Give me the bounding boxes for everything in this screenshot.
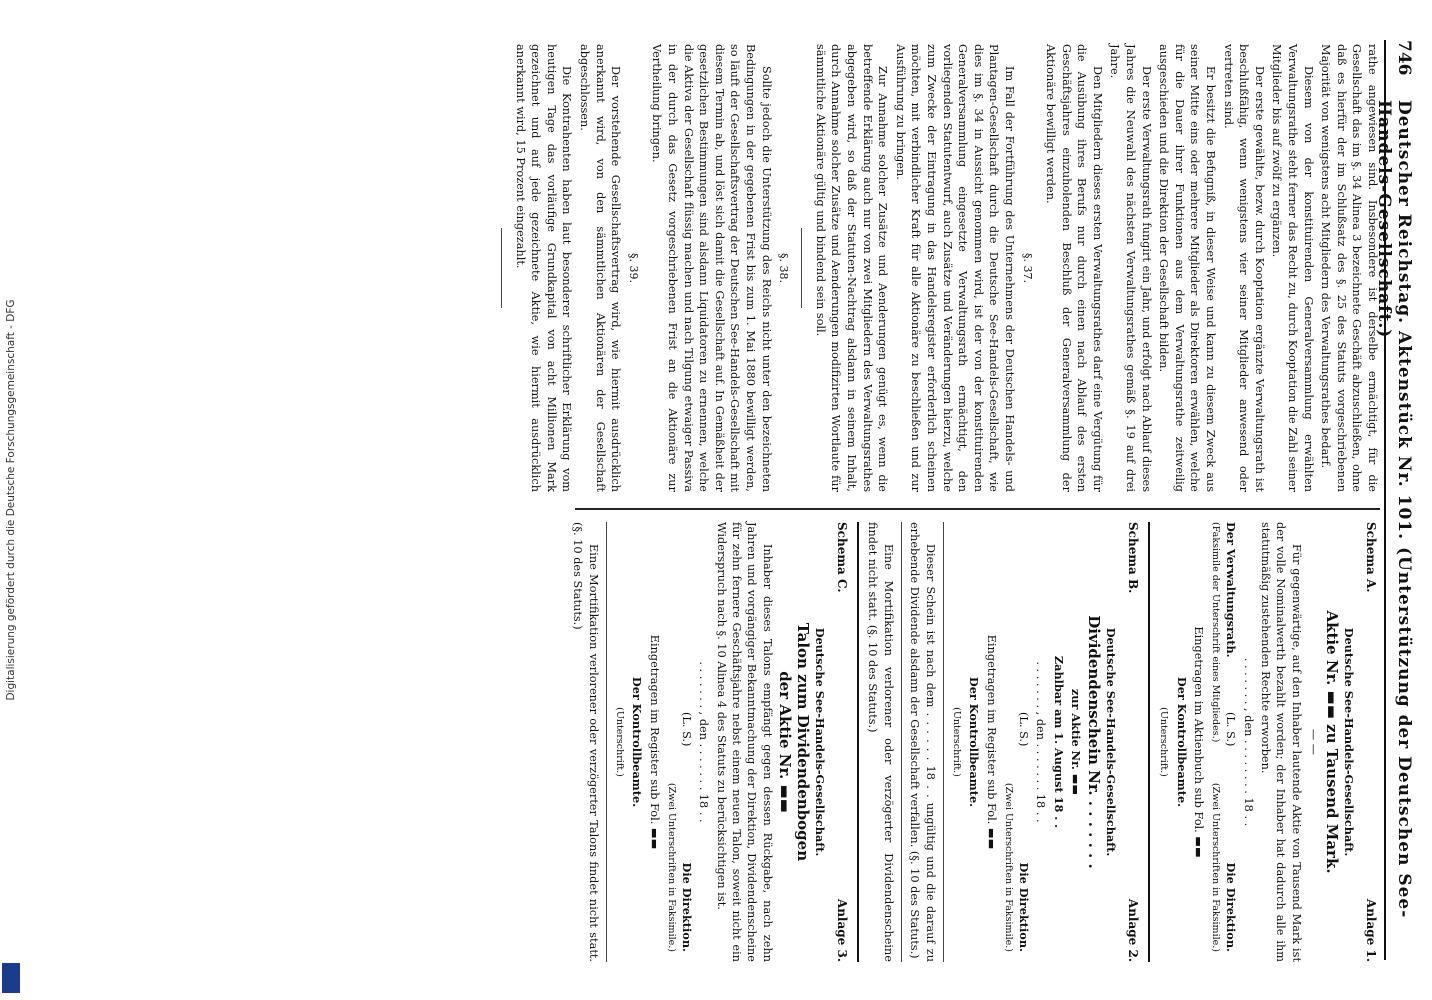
page-title: Deutscher Reichstag. Aktenstück Nr. 101. (Unterstützung der Deutschen See-Handels-Gesellschaft.) [1374, 100, 1414, 919]
anlage-label: Anlage 3. [835, 898, 850, 962]
register-line: Eingetragen im Register sub Fol. ▬▬ [984, 634, 998, 850]
signature-line [1223, 522, 1238, 962]
controller: Der Kontrollbeamte. [967, 676, 982, 808]
form-paragraph: Eine Mortifikation verlorener oder verzögerter Dividendenscheine findet nicht statt. (§. 10 des Statuts.) [866, 522, 895, 962]
rotated-page-content [513, 0, 1432, 1000]
form-text [1258, 522, 1304, 962]
divider [801, 228, 802, 308]
controller: Der Kontrollbeamte. [1174, 676, 1189, 808]
paragraph: Er besitzt die Befugniß, in dieser Weise und kann zu diesem Zweck aus seiner Mitte eins oder mehrere Mitglieder als Direktoren erwählen, welche für die Dauer ihrer Funktionen aus dem Verwaltungsrathe zeitweilig ausgeschieden und die Direktion der Gesellschaft bilden. [1157, 44, 1218, 492]
schema-label: Schema B. [1125, 522, 1140, 594]
divider [501, 228, 502, 308]
divider [857, 522, 859, 962]
paragraph: Der vorstehende Gesellschaftsvertrag wird, wie hiermit ausdrücklich anerkannt wird, von den sämmtlichen Aktionären der Gesellschaft abgeschlossen. [578, 44, 623, 492]
signature-notes [664, 522, 679, 962]
page-number: 746 [1394, 40, 1414, 76]
seal: (L. S.) [679, 712, 693, 747]
divider [1148, 522, 1150, 962]
form-title: Deutsche See-Handels-Gesellschaft. [813, 627, 828, 857]
paragraph: Der erste gewählte, bezw. durch Kooptation ergänzte Verwaltungsrath ist beschlußfähig, wenn wenigstens vier seiner Mitglieder anwesend oder vertreten sind. [1221, 44, 1266, 492]
date-line: . . . . . . . , den . . . . . . . . 18 . . [1241, 657, 1255, 827]
share-number-line: der Aktie Nr. ▬▬ [776, 671, 795, 813]
paragraph: Im Fall der Fortführung des Unternehmens der Deutschen Handels- und Plantagen-Gesellschaft durch die Deutsche See-Handels-Gesellschaft, wie dies im §. 34 in Aussicht genommen wird, ist der von der konstituirenden Generalversammlung eingesetzte Verwaltungsrath ermächtigt, den vorliegenden Statutentwurf, auch Zusätze und Veränderungen hierzu, welche zum Zwecke der Eintragung in das Handelsregister erforderlich scheinen möchten, mit verbindlicher Kraft für alle Aktionäre zu beschließen und zur Ausführung zu bringen. [893, 44, 1016, 492]
signature-line [679, 522, 694, 962]
form-text [570, 522, 601, 962]
section-heading: §. 39. [626, 253, 640, 283]
anlage-label: Anlage 1. [1364, 898, 1378, 962]
divider [606, 522, 607, 962]
dividend-coupon-line: Dividendenschein Nr. . . . . . . . [1084, 615, 1103, 869]
paragraph: rathe angewiesen sind. Insbesondere ist derselbe ermächtigt, für die Gesellschaft das im §. 34 Alinea 3 bezeichnete Geschäft abzuschließen, ohne daß es hierfür der im Schlußsatz des §. 25 des Statuts vorgeschriebenen Majorität von wenigstens acht Mitgliedern des Verwaltungsrathes bedarf. [1319, 44, 1379, 492]
schema-b-header [1120, 522, 1142, 962]
dfg-logo-icon [2, 963, 20, 993]
share-number-line: Aktie Nr. ▬▬ zu Tausend Mark. [1322, 610, 1341, 874]
date-line: . . . . . . . , den . . . . . . . 18 . . [697, 661, 711, 823]
paragraph: Die Kontrahenten haben laut besonderer schriftlicher Erklärung vom heutigen Tage das vorläufige Grundkapital von acht Millionen Mark gezeichnet und auf jede gezeichnete Aktie, wie hiermit ausdrücklich anerkannt wird, 15 Prozent eingezahlt. [513, 44, 574, 492]
column-divider [575, 508, 1380, 510]
form-paragraph: Dieser Schein ist nach dem . . . . . . 18 . . ungültig und die darauf zu erhebende Dividende alsdann der Gesellschaft verfallen. (§. 10 des Statuts.) [908, 522, 937, 962]
paragraph: Der erste Verwaltungsrath fungirt ein Jahr, und erfolgt nach Ablauf dieses Jahres die Neuwahl des nächsten Verwaltungsrathes gemäß §. 19 auf drei Jahre. [1108, 44, 1153, 492]
anlage-label: Anlage 2. [1125, 898, 1140, 962]
signature-note: (Unterschrift.) [951, 707, 963, 777]
signatory: Die Direktion. [679, 862, 694, 952]
signature-note: (Faksimile der Unterschrift eines Mitgliedes.) [1210, 522, 1222, 743]
page-header [1374, 40, 1418, 960]
date-line: . . . . . . . , den . . . . . . . 18 . . [1034, 661, 1048, 823]
form-paragraph: Eine Mortifikation verlorener oder verzögerter Talons findet nicht statt. (§. 10 des Statuts.) [571, 522, 600, 962]
signature-note: (Unterschrift.) [614, 707, 625, 777]
schema-c-header [829, 522, 851, 962]
controller: Der Kontrollbeamte. [630, 676, 645, 808]
signatory: Die Direktion. [1224, 862, 1239, 952]
signature-line [1016, 522, 1031, 962]
payable-line: Zahlbar am 1. August 18 . . [1051, 655, 1066, 829]
form-paragraph: Inhaber dieses Talons empfängt gegen dessen Rückgabe, nach zehn Jahren und vorgängiger Bekanntmachung der Direktion, Dividendenscheine für zehn fernere Geschäftsjahre nebst einem neuen Talon, soweit nicht ein Widerspruch nach §. 10 Alinea 4 des Statuts zu berücksichtigen ist. [714, 522, 774, 962]
paragraph: Zur Annahme solcher Zusätze und Aenderungen genügt es, wenn die betreffende Erklärung auch nur von zwei Mitgliedern des Verwaltungsrathes abgegeben wird, so daß der Statuten-Nachtrag alsdann in seinem Inhalt, durch Annahme solcher Zusätze und Aenderungen modifizirten Wortlaute für sämmtliche Aktionäre gültig und bindend sein soll. [813, 44, 890, 492]
scanned-page [513, 0, 1432, 1000]
divider [943, 522, 944, 962]
credit-text: Digitalisierung gefördert durch die Deutsche Forschungsgemeinschaft - DFG [5, 299, 17, 701]
signature-note: (Unterschrift.) [1158, 707, 1170, 777]
form-text [865, 522, 896, 962]
signatory: Der Verwaltungsrath. [1224, 522, 1239, 658]
talon-title: Talon zum Dividendenbogen [793, 622, 812, 862]
signature-note: (Zwei Unterschriften in Faksimile.) [665, 782, 677, 952]
register-line: Eingetragen im Aktienbuch sub Fol. ▬▬ [1192, 626, 1206, 858]
register-line: Eingetragen im Register sub Fol. ▬▬ [647, 634, 661, 850]
form-title: Deutsche See-Handels-Gesellschaft. [1342, 627, 1356, 857]
section-heading: §. 37. [1020, 253, 1034, 283]
schema-label: Schema C. [835, 522, 850, 593]
signature-note: (Zwei Unterschriften in Faksimile.) [1210, 782, 1222, 952]
signature-notes [1208, 522, 1223, 962]
signature-notes [1001, 522, 1016, 962]
signatory: Die Direktion. [1016, 862, 1031, 952]
seal: (L. S.) [1224, 712, 1238, 747]
paragraph: Den Mitgliedern dieses ersten Verwaltungsrathes darf eine Vergütung für die Ausübung ihres Berufs nur durch einen nach Ablauf des ersten Geschäftsjahres einzuholenden Beschluß der Generalversammlung der Aktionäre bewilligt werden. [1044, 44, 1104, 492]
dash-line: — — [1307, 728, 1321, 756]
share-number-line: zur Aktie Nr. ▬▬ [1069, 688, 1084, 796]
schema-a-header [1358, 522, 1380, 962]
schema-label: Schema A. [1364, 522, 1378, 593]
paragraph: Diesem von der konstituirenden Generalversammlung erwählten Verwaltungsrathe steht ferner das Recht zu, durch Kooptation die Zahl seiner Mitglieder bis auf zwölf zu ergänzen. [1270, 44, 1315, 492]
left-column [491, 44, 1380, 492]
form-text [713, 522, 775, 962]
form-paragraph: Für gegenwärtige, auf den Inhaber lautende Aktie von Tausend Mark ist der volle Nominalwerth bezahlt worden; der Inhaber hat dadurch alle ihm statutmäßig zustehenden Rechte erworben. [1258, 522, 1303, 962]
paragraph: Sollte jedoch die Unterstützung des Reichs nicht unter den bezeichneten Bedingungen in der gegebenen Frist bis zum 1. Mai 1880 bewilligt werden, so läuft der Gesellschaftsvertrag der Deutschen See-Handels-Gesellschaft mit diesem Termin ab, und löst sich damit die Gesellschaft auf. In Gemäßheit der gesetzlichen Bestimmungen sind alsdann Liquidatoren zu ernennen, welche die Aktiva der Gesellschaft flüssig machen und nach Tilgung etwaiger Passiva in der durch das Gesetz vorgeschriebenen Frist an die Aktionäre zur Vertheilung bringen. [650, 44, 773, 492]
seal: (L. S.) [1016, 712, 1030, 747]
form-title: Deutsche See-Handels-Gesellschaft. [1103, 627, 1118, 857]
divider [901, 522, 902, 962]
digitization-credit [0, 0, 22, 1000]
right-column [570, 522, 1380, 962]
form-text [907, 522, 938, 962]
section-heading: §. 38. [777, 253, 791, 283]
signature-note: (Zwei Unterschriften in Faksimile.) [1002, 782, 1014, 952]
